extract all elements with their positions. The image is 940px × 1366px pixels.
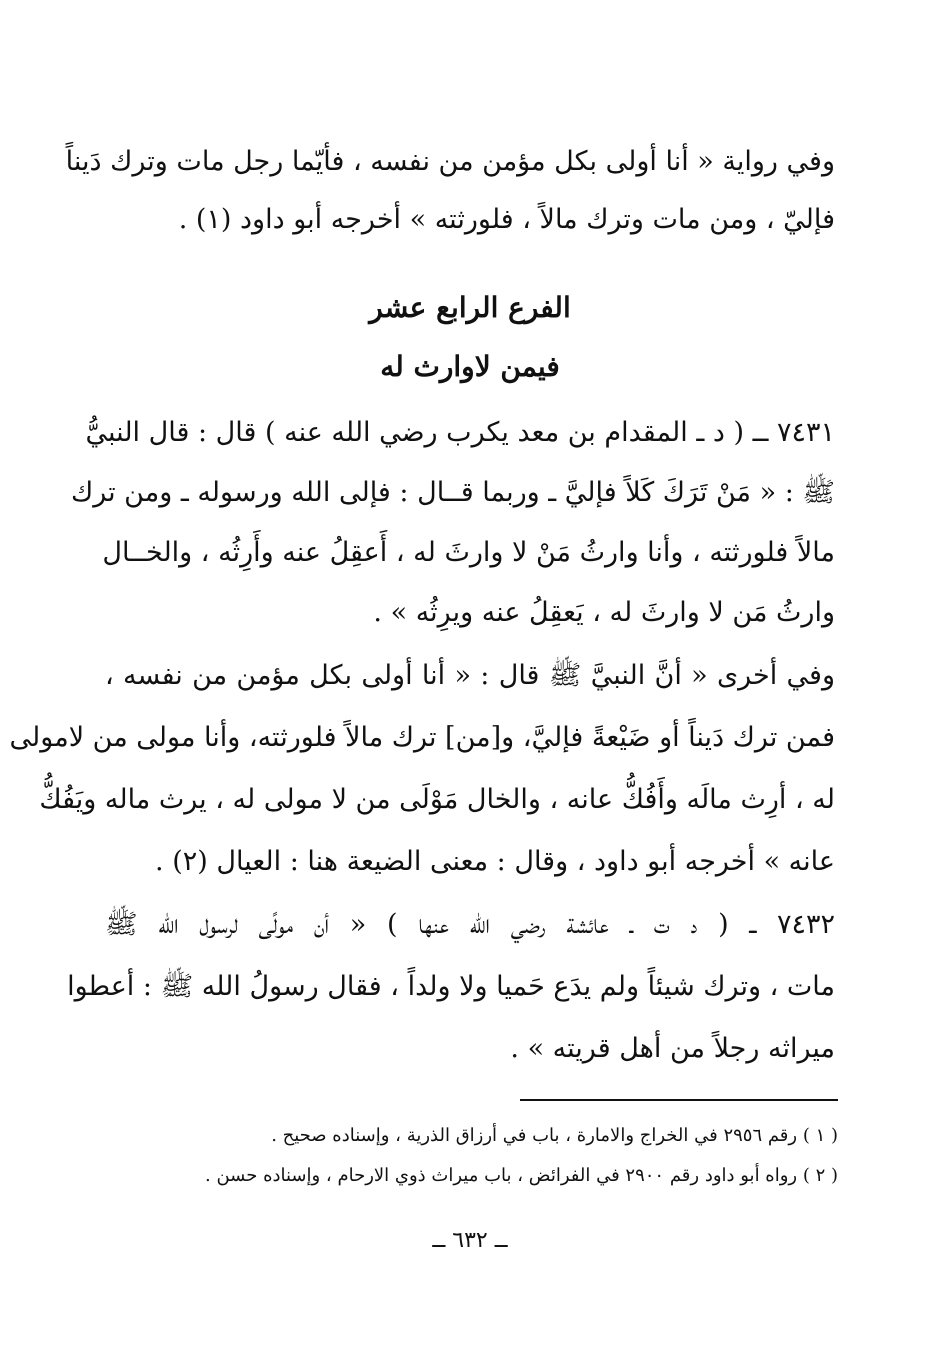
footnote-2: ( ٢ ) رواه أبو داود رقم ٢٩٠٠ في الفرائض ، باب ميراث ذوي الارحام ، وإسناده حسن . [205,1165,838,1186]
hadith-7432-line-2: مات ، وترك شيئاً ولم يدَع حَميا ولا ولداً ، فقال رسولُ الله ﷺ : أعطوا [67,971,835,1002]
hadith-7432-line-1: ٧٤٣٢ ــ ( د ت ـ عائشة رضي الله عنها ) « أن مولًى لرسول الله ﷺ [105,909,835,940]
hadith-7431-line-4: وارثُ مَن لا وارثَ له ، يَعقِلُ عنه ويرِثُه » . [373,597,835,628]
hadith-7431-line-2: ﷺ : « مَنْ تَرَكَ كَلاً فإليَّ ـ وربما قــال : فإلى الله ورسوله ـ ومن ترك [70,477,835,508]
hadith-7431-line-5: وفي أخرى « أنَّ النبيَّ ﷺ قال : « أنا أولى بكل مؤمن من نفسه ، [105,660,835,691]
hadith-7431-line-3: مالاً فلورثته ، وأنا وارثُ مَنْ لا وارثَ له ، أَعقِلُ عنه وأَرِثُه ، والخــال [102,537,835,568]
page-number: ــ ٦٣٢ ــ [432,1228,508,1253]
hadith-7431-line-6: فمن ترك دَيناً أو ضَيْعةً فإليَّ، و[من] ترك مالاً فلورثته، وأنا مولى من لامولى [9,722,835,753]
hadith-7431-line-1: ٧٤٣١ ــ ( د ـ المقدام بن معد يكرب رضي الله عنه ) قال : قال النبيُّ [85,417,835,448]
hadith-7431-line-7: له ، أرِث مالَه وأَفُكُّ عانه ، والخال مَوْلَى من لا مولى له ، يرث ماله ويَفُكُّ [39,784,835,815]
hadith-7431-line-8: عانه » أخرجه أبو داود ، وقال : معنى الضيعة هنا : العيال (٢) . [155,846,835,877]
footnote-separator [520,1099,838,1101]
intro-line-1: وفي رواية « أنا أولى بكل مؤمن من نفسه ، فأيّما رجل مات وترك دَيناً [65,146,835,177]
section-title: الفرع الرابع عشر [369,291,571,324]
section-subtitle: فيمن لاوارث له [380,350,560,383]
intro-line-2: فإليّ ، ومن مات وترك مالاً ، فلورثته » أخرجه أبو داود (١) . [178,204,835,235]
footnote-1: ( ١ ) رقم ٢٩٥٦ في الخراج والامارة ، باب في أرزاق الذرية ، وإسناده صحيح . [271,1125,838,1146]
hadith-7432-line-3: ميراثه رجلاً من أهل قريته » . [510,1033,835,1064]
